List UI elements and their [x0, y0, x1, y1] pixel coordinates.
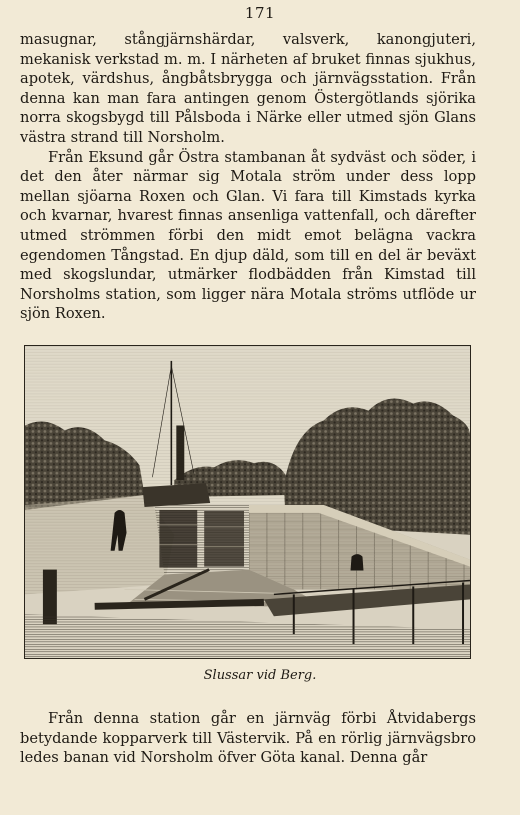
- steamboat-hull: [142, 483, 210, 507]
- ship-funnel: [176, 425, 184, 480]
- lock-gate-right: [204, 511, 244, 567]
- lock-gate-beam: [95, 602, 264, 606]
- paragraph: Från Eksund går Östra stambanan åt sydväst och söder, i det den åter närmar sig Motala ström under dess lopp mellan sjöarna Roxen och Glan. Vi fara till Kimstads kyrka och kvarnar, hvarest finnas ansenliga vattenfall, och därefter utmed strömmen förbi den midt emot belägna vackra egendomen Tångstad. En djup däld, som till en del är beväxt med skogslundar, utmärker flodbädden från Kimstad till Norsholms station, som ligger nära Motala ströms utflöde ur sjön Roxen.: [20, 148, 476, 323]
- canal-lock-engraving: [25, 346, 470, 658]
- body-text-bottom: [20, 709, 476, 768]
- lock-gate-left: [159, 510, 197, 568]
- paragraph: masugnar, stångjärnshärdar, valsverk, kanongjuteri, mekanisk verkstad m. m. I närheten af bruket finnas sjukhus, apotek, värdshus, ångbåtsbrygga och järnvägsstation. Från denna kan man fara antingen genom Östergötlands sjörika norra skogsbygd till Pålsboda i Närke eller utmed sjön Glans västra strand till Norsholm.: [20, 31, 476, 146]
- page-number: 171: [244, 4, 276, 22]
- paragraph: Från denna station går en järnväg förbi Åtvidabergs betydande kopparverk till Västervik. På en rörlig järnvägsbro ledes banan vid Norsholm öfver Göta kanal. Denna går: [20, 710, 476, 767]
- engraving-illustration: [24, 345, 471, 659]
- body-text-top: [20, 30, 476, 324]
- figure-right: [351, 554, 364, 570]
- foreground-grass: [25, 614, 470, 658]
- figure-caption: Slussar vid Berg.: [203, 668, 317, 683]
